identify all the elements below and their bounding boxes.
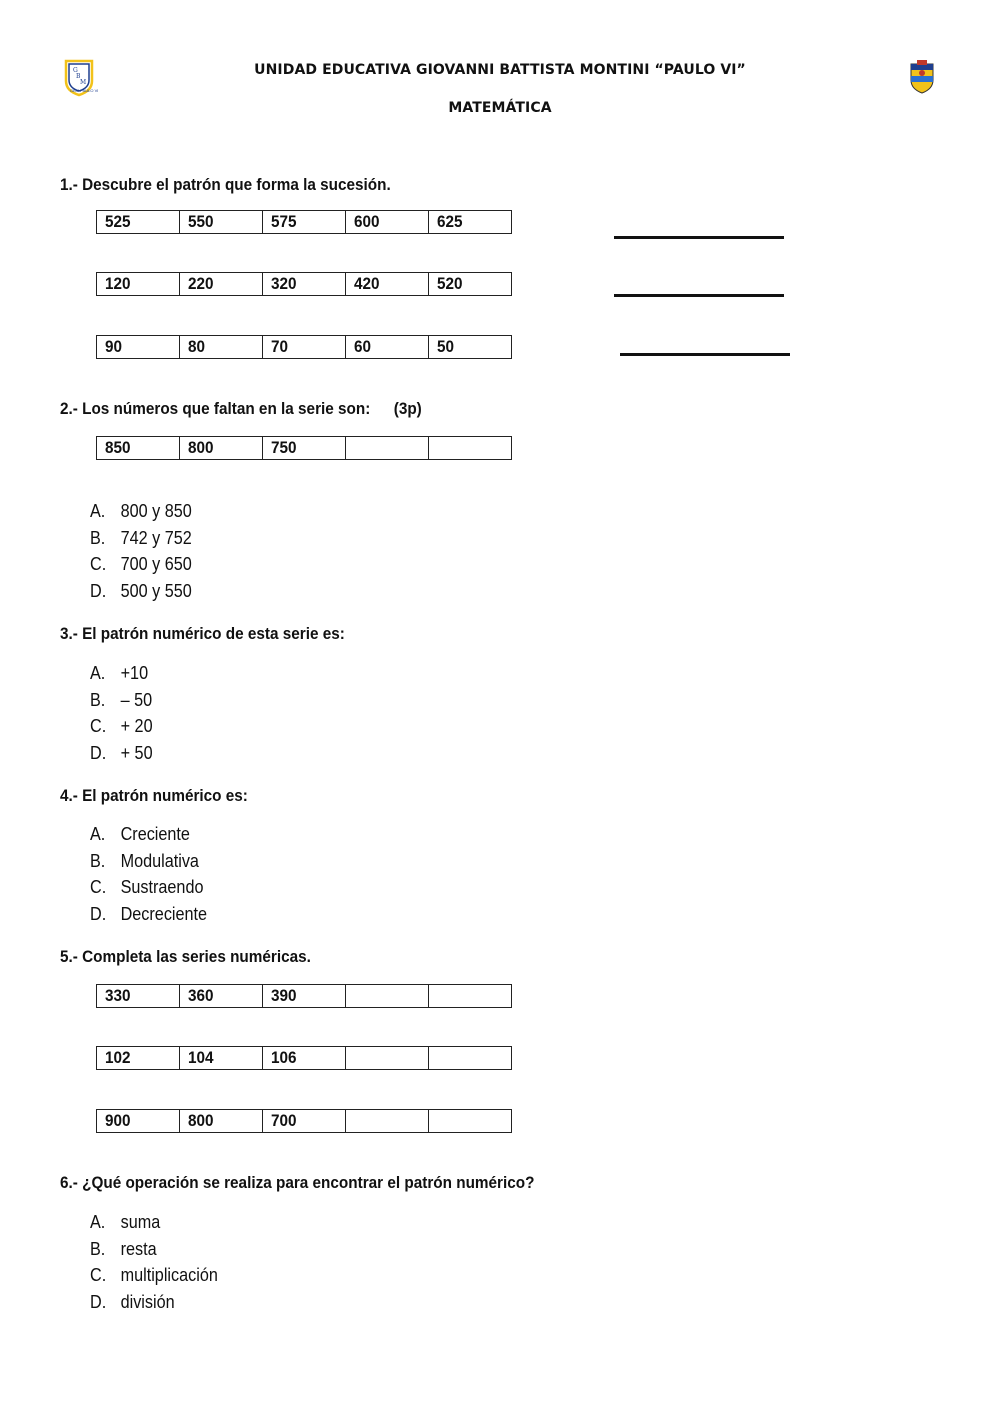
table-cell: 750 [263, 437, 346, 460]
q5-sequence-table-2 [96, 1046, 512, 1070]
logo-caption: GBM PAULO VI [70, 88, 99, 93]
table-cell: 90 [97, 336, 180, 359]
blank-cell[interactable] [429, 437, 512, 460]
option-item[interactable]: C. 700 y 650 [90, 554, 192, 574]
question-3-title: 3.- El patrón numérico de esta serie es: [60, 624, 345, 643]
option-item[interactable]: C. + 20 [90, 716, 153, 736]
option-item[interactable]: B. resta [90, 1238, 157, 1259]
table-cell: 700 [263, 1110, 346, 1133]
table-cell: 50 [429, 336, 512, 359]
svg-text:B: B [76, 73, 81, 80]
answer-line-2[interactable] [614, 294, 784, 297]
q2-sequence-table [96, 436, 512, 460]
q1-sequence-table-2 [96, 272, 512, 296]
blank-cell[interactable] [346, 1047, 429, 1070]
table-cell: 800 [180, 1110, 263, 1133]
answer-line-1[interactable] [614, 236, 784, 239]
table-cell: 106 [263, 1047, 346, 1070]
subject-title: MATEMÁTICA [448, 100, 552, 116]
svg-text:G: G [73, 67, 78, 74]
option-item[interactable]: D. Decreciente [90, 903, 208, 924]
table-cell: 575 [263, 211, 346, 234]
option-item[interactable]: D. 500 y 550 [90, 580, 192, 601]
table-cell: 360 [180, 985, 263, 1008]
blank-cell[interactable] [429, 1047, 512, 1070]
option-item[interactable]: D. división [90, 1291, 175, 1312]
svg-text:M: M [80, 79, 87, 86]
table-cell: 800 [180, 437, 263, 460]
table-cell: 900 [97, 1110, 180, 1133]
table-cell: 70 [263, 336, 346, 359]
table-cell: 120 [97, 273, 180, 296]
blank-cell[interactable] [346, 1110, 429, 1133]
question-4-title: 4.- El patrón numérico es: [60, 786, 248, 805]
option-item[interactable]: B. – 50 [90, 689, 153, 710]
question-points: (3p) [393, 399, 422, 418]
table-cell: 320 [263, 273, 346, 296]
table-cell: 80 [180, 336, 263, 359]
school-crest-icon [908, 60, 936, 99]
table-cell: 220 [180, 273, 263, 296]
table-cell: 600 [346, 211, 429, 234]
q5-sequence-table-3 [96, 1109, 512, 1133]
option-item[interactable]: D. + 50 [90, 742, 153, 763]
table-cell: 550 [180, 211, 263, 234]
blank-cell[interactable] [346, 985, 429, 1008]
question-1-title: 1.- Descubre el patrón que forma la sucesión. [60, 175, 391, 194]
option-item[interactable]: A. suma [90, 1212, 161, 1232]
table-cell: 520 [429, 273, 512, 296]
option-item[interactable]: A. Creciente [90, 824, 190, 844]
option-item[interactable]: C. Sustraendo [90, 877, 204, 897]
question-2-text: 2.- Los números que faltan en la serie son: [60, 399, 371, 418]
table-cell: 625 [429, 211, 512, 234]
question-6-title: 6.- ¿Qué operación se realiza para encontrar el patrón numérico? [60, 1173, 535, 1192]
option-item[interactable]: A. +10 [90, 663, 149, 683]
blank-cell[interactable] [346, 437, 429, 460]
school-name: UNIDAD EDUCATIVA GIOVANNI BATTISTA MONTINI “PAULO VI” [254, 62, 746, 78]
question-5-title: 5.- Completa las series numéricas. [60, 947, 311, 966]
answer-line-3[interactable] [620, 353, 790, 356]
question-2-options [90, 498, 203, 604]
blank-cell[interactable] [429, 1110, 512, 1133]
table-cell: 102 [97, 1047, 180, 1070]
table-cell: 60 [346, 336, 429, 359]
option-item[interactable]: C. multiplicación [90, 1265, 218, 1285]
q1-sequence-table-1 [96, 210, 512, 234]
table-cell: 330 [97, 985, 180, 1008]
option-item[interactable]: B. Modulativa [90, 850, 199, 871]
table-cell: 390 [263, 985, 346, 1008]
question-4-options [90, 821, 220, 927]
q5-sequence-table-1 [96, 984, 512, 1008]
blank-cell[interactable] [429, 985, 512, 1008]
table-cell: 850 [97, 437, 180, 460]
table-cell: 420 [346, 273, 429, 296]
option-item[interactable]: A. 800 y 850 [90, 501, 192, 521]
question-2-title [60, 399, 422, 419]
question-3-options [90, 660, 160, 766]
option-item[interactable]: B. 742 y 752 [90, 527, 192, 548]
table-cell: 525 [97, 211, 180, 234]
question-6-options [90, 1209, 232, 1315]
table-cell: 104 [180, 1047, 263, 1070]
q1-sequence-table-3 [96, 335, 512, 359]
